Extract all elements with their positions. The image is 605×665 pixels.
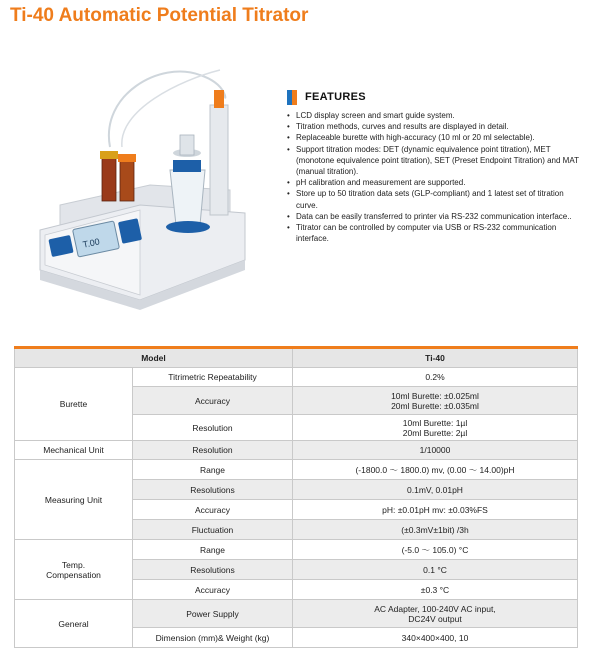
param-cell: Resolution [133,441,293,460]
value-cell: 10ml Burette: 1µl 20ml Burette: 2µl [293,415,578,441]
header-model-value: Ti-40 [293,348,578,368]
param-cell: Power Supply [133,600,293,628]
param-cell: Resolutions [133,560,293,580]
table-row [15,460,578,480]
value-cell: 0.1mV, 0.01pH [293,480,578,500]
category-cell: General [15,600,133,648]
param-cell: Accuracy [133,500,293,520]
param-cell: Fluctuation [133,520,293,540]
spec-table [14,346,578,648]
feature-item: • Titration methods, curves and results are displayed in detail. [287,121,587,132]
value-cell: pH: ±0.01pH mv: ±0.03%FS [293,500,578,520]
param-cell: Range [133,540,293,560]
table-row [15,441,578,460]
titrator-product-image [30,65,270,320]
value-cell: ±0.3 °C [293,580,578,600]
category-cell: Burette [15,368,133,441]
value-cell: 10ml Burette: ±0.025ml 20ml Burette: ±0.035ml [293,387,578,415]
value-cell: 340×400×400, 10 [293,628,578,648]
table-row [15,368,578,387]
feature-item: • Replaceable burette with high-accuracy (10 ml or 20 ml selectable). [287,132,587,143]
feature-item: • pH calibration and measurement are supported. [287,177,587,188]
param-cell: Range [133,460,293,480]
value-cell: AC Adapter, 100-240V AC input, DC24V output [293,600,578,628]
value-cell: (±0.3mV±1bit) /3h [293,520,578,540]
lcd-screen-text: T.00 [81,236,101,250]
features-header [287,89,587,105]
header-model: Model [15,348,293,368]
table-row [15,600,578,628]
param-cell: Resolution [133,415,293,441]
feature-item: • Store up to 50 titration data sets (GLP-compliant) and 1 latest set of titration curve. [287,188,587,210]
features-orange-marker [292,90,297,105]
param-cell: Dimension (mm)& Weight (kg) [133,628,293,648]
value-cell: 0.2% [293,368,578,387]
feature-item: • Titrator can be controlled by computer via USB or RS-232 communication interface. [287,222,587,244]
param-cell: Accuracy [133,580,293,600]
value-cell: (-5.0 ～ 105.0) °C [293,540,578,560]
features-title: FEATURES [305,91,366,103]
features-section [287,89,587,244]
category-cell: Measuring Unit [15,460,133,540]
feature-item: • LCD display screen and smart guide system. [287,110,587,121]
feature-item: • Data can be easily transferred to printer via RS-232 communication interface.. [287,211,587,222]
page-title: Ti-40 Automatic Potential Titrator [10,5,309,26]
param-cell: Titrimetric Repeatability [133,368,293,387]
value-cell: (-1800.0 ～ 1800.0) mv, (0.00 ～ 14.00)pH [293,460,578,480]
features-list [287,110,587,244]
category-cell: Temp. Compensation [15,540,133,600]
spec-table-header [15,348,578,368]
value-cell: 0.1 °C [293,560,578,580]
category-cell: Mechanical Unit [15,441,133,460]
param-cell: Accuracy [133,387,293,415]
table-row [15,540,578,560]
value-cell: 1/10000 [293,441,578,460]
feature-item: • Support titration modes: DET (dynamic equivalence point titration), MET (monotone equivalence point titration), SET (Preset Endpoint Titration) and MAT (manual titration). [287,144,587,178]
param-cell: Resolutions [133,480,293,500]
